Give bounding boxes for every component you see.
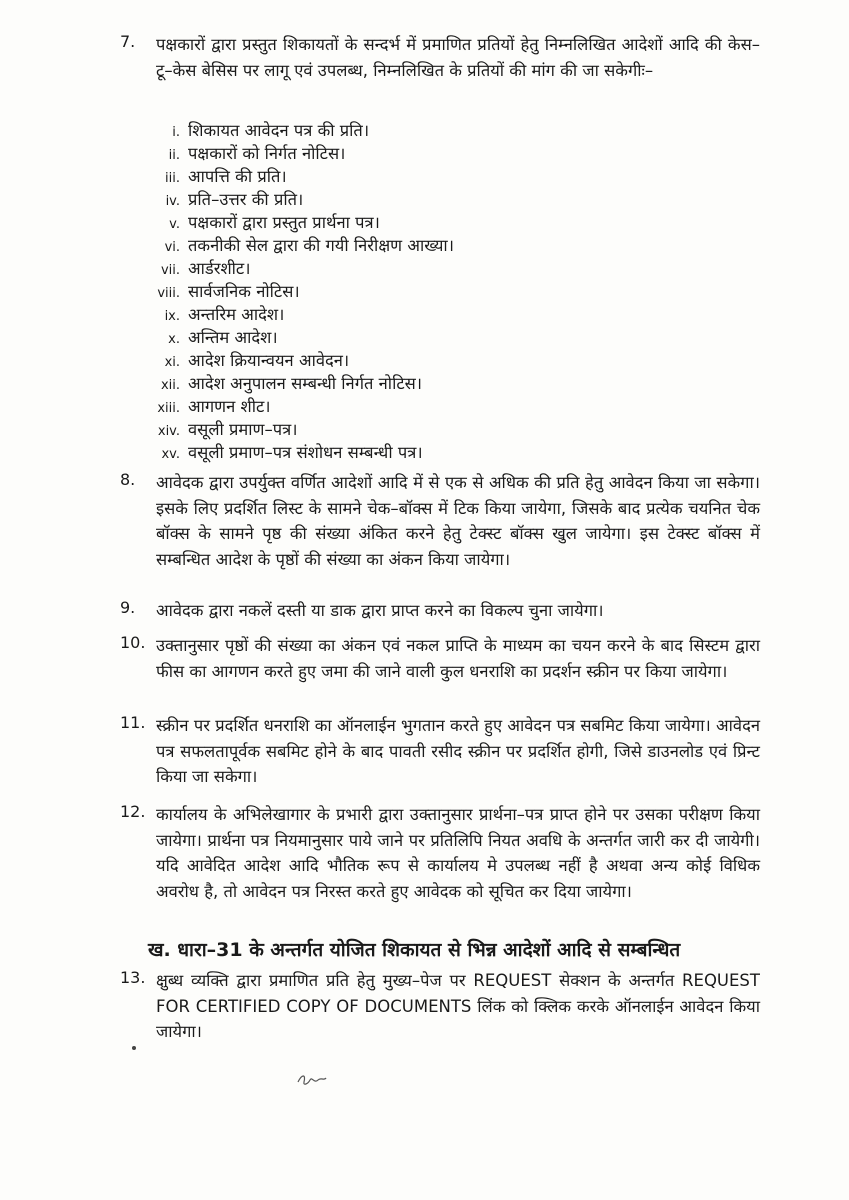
item-number: 13. xyxy=(120,968,146,987)
item-number: 7. xyxy=(120,32,136,51)
list-item xyxy=(140,279,620,302)
list-item xyxy=(140,348,620,371)
list-item xyxy=(140,256,620,279)
item-text: आवेदक द्वारा नकलें दस्ती या डाक द्वारा प्राप्त करने का विकल्प चुना जायेगा। xyxy=(156,601,604,620)
list-item xyxy=(140,233,620,256)
list-item-number: iii. xyxy=(165,171,180,186)
item-text: स्क्रीन पर प्रदर्शित धनराशि का ऑनलाईन भुगतान करते हुए आवेदन पत्र सबमिट किया जायेगा। आवेदन पत्र सफलतापूर्वक सबमिट होने के बाद पावती रसीद स्क्रीन पर प्रदर्शित होगी, जिसे डाउनलोड एवं प्रिन्ट किया जा सकेगा। xyxy=(156,716,760,786)
list-item-text: अन्तरिम आदेश। xyxy=(188,305,285,324)
list-item-text: प्रति–उत्तर की प्रति। xyxy=(188,190,304,209)
list-item-number: vii. xyxy=(160,263,180,278)
list-item xyxy=(140,302,620,325)
initials-mark xyxy=(296,1072,328,1090)
item-11 xyxy=(120,713,760,790)
item-13 xyxy=(120,968,760,1045)
list-item-number: xi. xyxy=(164,355,180,370)
list-item-text: आदेश क्रियान्वयन आवेदन। xyxy=(188,351,350,370)
item-number: 12. xyxy=(120,802,146,821)
list-item-text: पक्षकारों को निर्गत नोटिस। xyxy=(188,144,346,163)
item-number: 10. xyxy=(120,633,146,652)
item-8 xyxy=(120,470,760,572)
list-item-number: ii. xyxy=(168,148,180,163)
list-item-text: सार्वजनिक नोटिस। xyxy=(188,282,300,301)
item-9 xyxy=(120,598,760,624)
list-item xyxy=(140,210,620,233)
section-heading: ख. धारा–31 के अन्तर्गत योजित शिकायत से भिन्न आदेशों आदि से सम्बन्धित xyxy=(148,939,681,961)
list-item-number: xiv. xyxy=(157,424,180,439)
list-item-number: v. xyxy=(169,217,180,232)
item-text: पक्षकारों द्वारा प्रस्तुत शिकायतों के सन्दर्भ में प्रमाणित प्रतियों हेतु निम्नलिखित आदेशों आदि की केस–टू–केस बेसिस पर लागू एवं उपलब्ध, निम्नलिखित के प्रतियों की मांग की जा सकेगीः– xyxy=(156,35,760,80)
list-item-number: ix. xyxy=(164,309,180,324)
item-text: क्षुब्ध व्यक्ति द्वारा प्रमाणित प्रति हेतु मुख्य–पेज पर REQUEST सेक्शन के अन्तर्गत REQUEST FOR CERTIFIED COPY OF DOCUMENTS लिंक को क्लिक करके ऑनलाईन आवेदन किया जायेगा। xyxy=(156,971,760,1041)
item-text: आवेदक द्वारा उपर्युक्त वर्णित आदेशों आदि में से एक से अधिक की प्रति हेतु आवेदन किया जा सकेगा। इसके लिए प्रदर्शित लिस्ट के सामने चेक–बॉक्स में टिक किया जायेगा, जिसके बाद प्रत्येक चयनित चेक बॉक्स के सामने पृष्ठ की संख्या अंकित करने हेतु टेक्स्ट बॉक्स खुल जायेगा। इस टेक्स्ट बॉक्स में सम्बन्धित आदेश के पृष्ठों की संख्या का अंकन किया जायेगा। xyxy=(156,473,760,569)
list-item xyxy=(140,325,620,348)
list-item xyxy=(140,371,620,394)
list-item-number: x. xyxy=(168,332,180,347)
item-12 xyxy=(120,802,760,904)
list-item xyxy=(140,417,620,440)
list-item-number: xiii. xyxy=(157,401,180,416)
list-item-number: vi. xyxy=(164,240,180,255)
list-item xyxy=(140,394,620,417)
list-item-number: xii. xyxy=(160,378,180,393)
item-text: उक्तानुसार पृष्ठों की संख्या का अंकन एवं नकल प्राप्ति के माध्यम का चयन करने के बाद सिस्टम द्वारा फीस का आगणन करते हुए जमा की जाने वाली कुल धनराशि का प्रदर्शन स्क्रीन पर किया जायेगा। xyxy=(156,636,760,681)
list-item xyxy=(140,141,620,164)
ink-dot xyxy=(132,1046,136,1050)
list-item-number: xv. xyxy=(161,447,180,462)
item-10 xyxy=(120,633,760,684)
list-item-text: शिकायत आवेदन पत्र की प्रति। xyxy=(188,121,370,140)
list-item xyxy=(140,187,620,210)
list-item-text: आगणन शीट। xyxy=(188,397,271,416)
list-item-text: आपत्ति की प्रति। xyxy=(188,167,287,186)
list-item xyxy=(140,164,620,187)
list-item-text: तकनीकी सेल द्वारा की गयी निरीक्षण आख्या। xyxy=(188,236,454,255)
list-item-text: पक्षकारों द्वारा प्रस्तुत प्रार्थना पत्र। xyxy=(188,213,380,232)
item-number: 11. xyxy=(120,713,146,732)
item-number: 8. xyxy=(120,470,136,489)
list-item-number: viii. xyxy=(157,286,180,301)
list-item-number: i. xyxy=(172,125,180,140)
list-item-text: आदेश अनुपालन सम्बन्धी निर्गत नोटिस। xyxy=(188,374,423,393)
list-item xyxy=(140,118,620,141)
list-item xyxy=(140,440,620,463)
list-item-number: iv. xyxy=(165,194,180,209)
list-item-text: वसूली प्रमाण–पत्र। xyxy=(188,420,298,439)
item-text: कार्यालय के अभिलेखागार के प्रभारी द्वारा उक्तानुसार प्रार्थना–पत्र प्राप्त होने पर उसका परीक्षण किया जायेगा। प्रार्थना पत्र नियमानुसार पाये जाने पर प्रतिलिपि नियत अवधि के अन्तर्गत जारी कर दी जायेगी। यदि आवेदित आदेश आदि भौतिक रूप से कार्यालय मे उपलब्ध नहीं है अथवा अन्य कोई विधिक अवरोध है, तो आवेदन पत्र निरस्त करते हुए आवेदक को सूचित कर दिया जायेगा। xyxy=(156,805,760,901)
item-number: 9. xyxy=(120,598,136,617)
list-item-text: वसूली प्रमाण–पत्र संशोधन सम्बन्धी पत्र। xyxy=(188,443,423,462)
item-7 xyxy=(120,32,760,83)
list-item-text: अन्तिम आदेश। xyxy=(188,328,278,347)
list-item-text: आर्डरशीट। xyxy=(188,259,251,278)
